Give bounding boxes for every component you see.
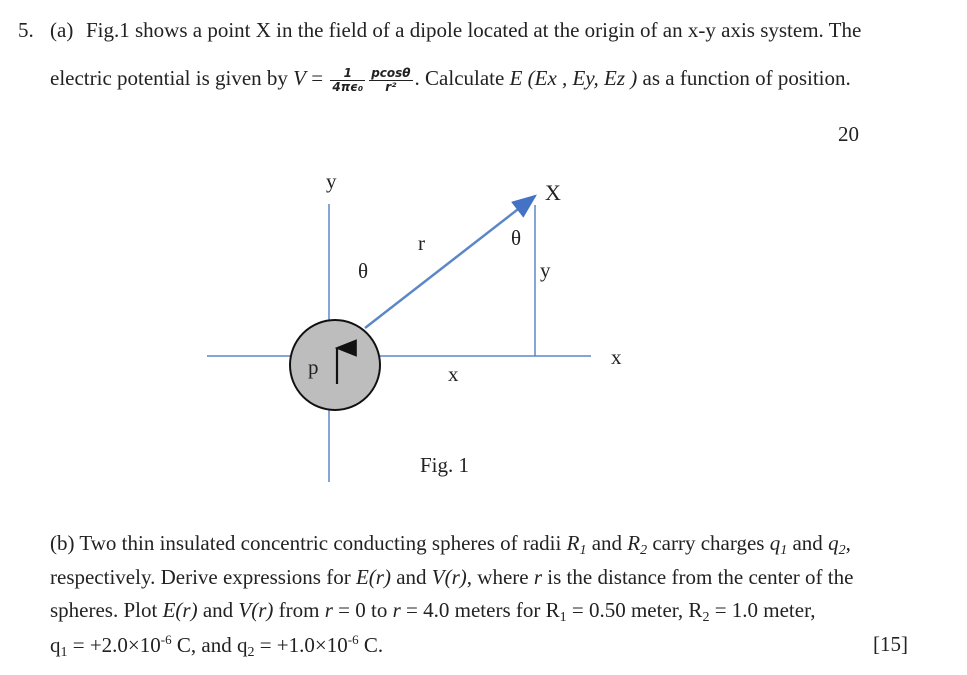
part-b-marks: [15] (873, 632, 908, 656)
x-axis-label: x (611, 345, 622, 369)
line2-before: electric potential is given by (50, 66, 288, 90)
r-vector-arrow (365, 196, 535, 328)
question-number: 5. (18, 18, 34, 42)
part-a-line1: Fig.1 shows a point X in the field of a dipole located at the origin of an x-y axis system. The (86, 18, 862, 42)
part-a-label: (a) (50, 18, 74, 42)
e-vector: E (Ex , Ey, Ez ) (509, 66, 638, 90)
r-label: r (418, 231, 425, 255)
part-b-line1 (50, 531, 851, 559)
equals: = (311, 66, 324, 90)
part-b-line4: $q_1 = +2.0\times 10^{-6}$ C, and $q_2 = +1.0\times 10^{-6}$ C. (50, 632, 384, 660)
y-component-label: y (540, 258, 551, 282)
dipole-p-label: p (308, 355, 319, 379)
fraction-dipole: $\frac{pcos\theta}{\text{r²}}$ (371, 65, 411, 94)
y-axis-label: y (326, 169, 337, 193)
part-b-line2: respectively. Derive expressions for E(r) and V(r), where r is the distance from the center of the (50, 565, 854, 589)
line2-after: . Calculate (414, 66, 505, 90)
figure-caption: Fig. 1 (420, 453, 470, 477)
part-b-text1: Two thin insulated concentric conducting spheres of radii $R_1$ and $R_2$ carry charges $q_1$ and $q_2$, (79, 531, 851, 558)
part-b-line3: spheres. Plot E(r) and V(r) from r = 0 to r = 4.0 meters for $R_1 = 0.50$ meter, $R_2 = 1.0$ meter, (50, 598, 816, 625)
theta-origin-label: θ (358, 259, 369, 283)
point-x-label: X (545, 180, 561, 205)
theta-point-label: θ (511, 226, 522, 250)
x-component-label: x (448, 362, 459, 386)
line2-end: as a function of position. (642, 66, 851, 90)
fraction-constant: $\frac{1}{\text{4πϵ₀}}$ (332, 65, 364, 94)
dipole-sphere (290, 320, 380, 410)
part-b-label: (b) (50, 531, 75, 555)
v-symbol: V (293, 66, 306, 90)
part-a-marks: 20 (838, 122, 859, 146)
